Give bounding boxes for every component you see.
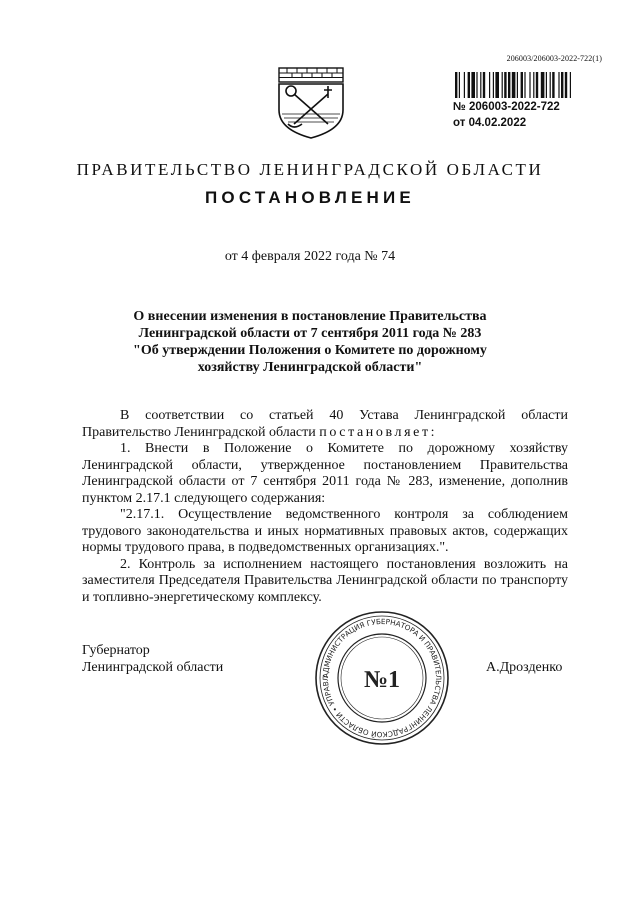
seal-number: №1 [363,667,401,693]
intro-text: В соответствии со статьей 40 Устава Ленинградской области Правительство Ленинградской области [82,408,568,440]
barcode-icon [455,72,603,98]
intro-paragraph [82,408,568,441]
subject-line: О внесении изменения в постановление Правительства [133,309,487,324]
point-1-quote: "2.17.1. Осуществление ведомственного контроля за соблюдением трудового законодательства и иных нормативных правовых актов, содержащих нормы трудового права, в подведомственных организациях.". [82,507,568,555]
document-body [82,408,568,606]
organization-title: ПРАВИТЕЛЬСТВО ЛЕНИНГРАДСКОЙ ОБЛАСТИ [76,160,544,179]
signer-title-line: Ленинградской области [82,659,224,675]
registration-number: № 206003-2022-722 [453,101,560,113]
point-2: 2. Контроль за исполнением настоящего постановления возложить на заместителя Председателя Правительства Ленинградской области по транспорту и топливно-энергетическому комплексу. [82,556,568,605]
point-1: 1. Внести в Положение о Комитете по дорожному хозяйству Ленинградской области, утвержденное постановлением Правительства Ленинградской области от 7 сентября 2011 года № 283, изменение, дополнив пунктом 2.17.1 следующего содержания: [82,441,568,506]
subject-line: хозяйству Ленинградской области" [197,360,423,375]
official-seal [312,608,452,748]
resolution-verb: постановляет: [319,424,438,440]
document-date-number: от 4 февраля 2022 года № 74 [224,249,396,264]
coat-of-arms-icon [276,66,346,140]
subject-line: "Об утверждении Положения о Комитете по дорожному [133,343,487,358]
seal-ring-text: АДМИНИСТРАЦИЯ ГУБЕРНАТОРА И ПРАВИТЕЛЬСТВА ЛЕНИНГРАДСКОЙ ОБЛАСТИ • УПРАВЛ [320,616,444,740]
subject-line: Ленинградской области от 7 сентября 2011 года № 283 [138,326,482,341]
signer-title-line: Губернатор [82,643,150,658]
registration-date: от 04.02.2022 [453,117,527,129]
document-subject [110,308,510,376]
signer-name: А.Дрозденко [486,660,563,675]
signer-title [82,643,223,676]
document-type: ПОСТАНОВЛЕНИЕ [205,188,415,207]
seal-stamp-icon [312,608,452,748]
document-id: 206003/206003-2022-722(1) [506,54,602,63]
